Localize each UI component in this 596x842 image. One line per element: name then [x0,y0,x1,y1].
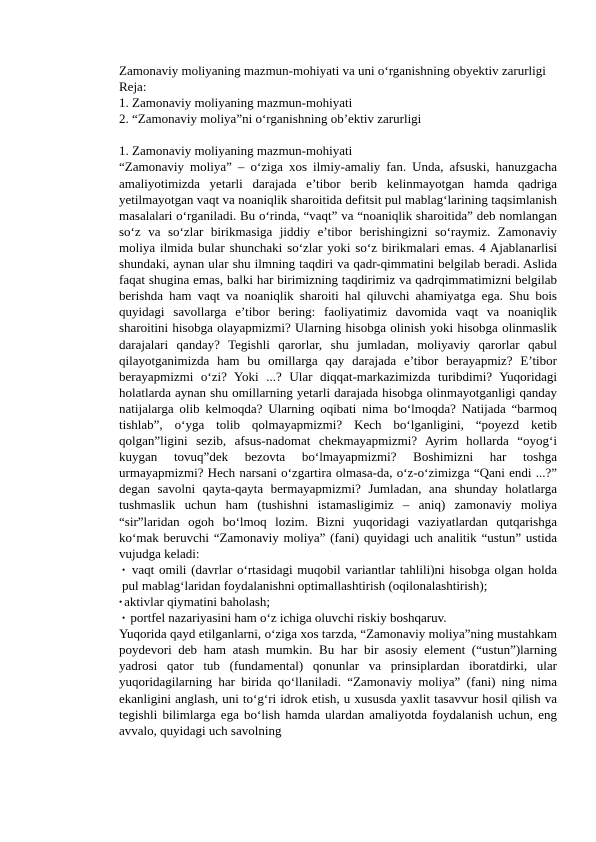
spacer [119,127,557,143]
document-title: Zamonaviy moliyaning mazmun-mohiyati va uni o‘rganishning obyektiv zarurligi [119,63,546,78]
bullet-item [119,594,557,610]
body-paragraph: “Zamonaviy moliya” – o‘ziga xos ilmiy-amaliy fan. Unda, afsuski, hanuzgacha amaliyotimizda yetarli darajada e’tibor berib kelinmayotgan hamda qadriga yetilmayotgan vaqt va noaniqlik sharoitida defitsit pul mablag‘larining taqsimlanish masalalari o‘rganiladi. Bu o‘rinda, “vaqt” va “noaniqlik sharoitida” deb nomlangan so‘z va so‘zlar birikmasiga jiddiy e’tibor berishingizni so‘raymiz. Zamonaviy moliya ilmida bular shunchaki so‘zlar yoki so‘z birikmalari emas. 4 Ajablanarlisi shundaki, aynan ular shu ilmning taqdiri va qadr-qimmatini belgilab beradi. Aslida faqat shugina emas, balki har birimizning taqdirimiz va qadrqimmatimizni belgilab berishda ham vaqt va noaniqlik sharoiti hal qiluvchi ahamiyatga ega. Shu bois quyidagi savollarga e’tibor bering: faoliyatimiz davomida vaqt va noaniqlik sharoitini hisobga olayapmizmi? Ularning hisobga olinish yoki hisobga olinmaslik darajalari qanday? Tegishli qarorlar, shu jumladan, moliyaviy qarorlar qabul qilayotganimizda ham bu omillarga qay darajada e’tibor berayapmiz? E’tibor berayapmizmi o‘zi? Yoki ...? Ular diqqat-markazimizda turibdimi? Yuqoridagi holatlarda aynan shu omillarning yetarli darajada hisobga olinmayotganligi qanday natijalarga olib kelmoqda? Ularning oqibati nima bo‘lmoqda? Natijada “barmoq tishlab”, o‘yga tolib qolmayapmizmi? Kech bo‘lganligini, “poyezd ketib qolgan”ligini sezib, afsus-nadomat chekmayapmizmi? Ayrim hollarda “oyog‘i kuygan tovuq”dek bezovta bo‘lmayapmizmi? Boshimizni har toshga urmayapmizmi? Hech narsani o‘zgartira olmasa-da, o‘z-o‘zimizga “Qani endi ...?” degan savolni qayta-qayta bermayapmizmi? Jumladan, ana shunday holatlarga tushmaslik uchun ham (tushishni istamasligimiz – aniq) zamonaviy moliya “sir”laridan ogoh bo‘lmoq lozim. Bizni yuqoridagi vaziyatlardan qutqarishga ko‘mak beruvchi “Zamonaviy moliya” (fani) quyidagi uch analitik “ustun” ustida vujudga keladi: [119,159,557,561]
plan-item: 1. Zamonaviy moliyaning mazmun-mohiyati [119,95,353,111]
body-paragraph: Yuqorida qayd etilganlarni, o‘ziga xos tarzda, “Zamonaviy moliya”ning mustahkam poydevori deb ham atash mumkin. Bu har bir asosiy element (“ustun”)larning yadrosi qator tub (fundamental) qonunlar va prinsiplardan iboratdirki, ular yuqoridagilarning har birida qo‘llaniladi. “Zamonaviy moliya” (fani) ning nima ekanligini anglash, uni to‘g‘ri idrok etish, u xususda yaxlit tasavvur hosil qilish va tegishli bilimlarga ega bo‘lish hamda ulardan amaliyotda foydalanish uchun, eng avvalo, quyidagi uch savolning [119,626,557,738]
bullet-icon: • [122,564,126,575]
bullet-item [119,610,557,626]
plan-label: Reja: [119,79,147,95]
section-heading: 1. Zamonaviy moliyaning mazmun-mohiyati [119,143,353,159]
bullet-icon: • [122,613,126,624]
bullet-text: portfel nazariyasini ham o‘z ichiga oluvchi riskiy boshqaruv. [130,610,447,626]
bullet-text: vaqt omili (davrlar o‘rtasidagi muqobil variantlar tahlili)ni hisobga olgan holda pul mablag‘laridan foydalanishni optimallashtirish (oqilonalashtirish); [122,561,557,593]
plan-item: 2. “Zamonaviy moliya”ni o‘rganishning ob’ektiv zarurligi [119,111,422,127]
bullet-item [119,562,557,594]
document-page [119,63,557,739]
bullet-text: aktivlar qiymatini baholash; [124,594,271,609]
bullet-icon: • [119,597,123,607]
